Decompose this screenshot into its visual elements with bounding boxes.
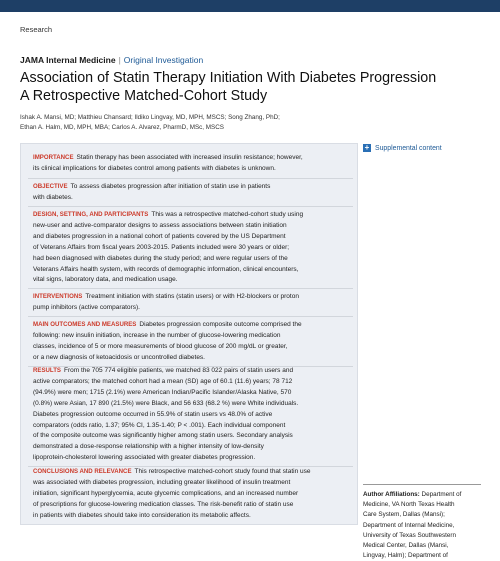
affiliations-divider (363, 484, 481, 485)
design-text: Veterans Affairs health system, with records of demographic information, clinical encounters, (33, 265, 299, 273)
authors-line: Ishak A. Mansi, MD; Matthieu Chansard; Ildiko Lingvay, MD, MPH, MSCS; Song Zhang, PhD; (20, 114, 280, 121)
abstract-importance (33, 153, 355, 175)
supplemental-content-link[interactable] (363, 144, 442, 152)
author-affiliations (363, 490, 483, 561)
results-text: Diabetes progression outcome occurred in 55.9% of statin users vs 48.0% of active (33, 410, 273, 418)
outcomes-text: following: new insulin initiation, increase in the number of glucose-lowering medication (33, 331, 281, 339)
journal-name[interactable]: JAMA Internal Medicine (20, 55, 116, 65)
author-list (20, 113, 350, 133)
design-text: had been diagnosed with diabetes during the study period; and were regular users of the (33, 254, 288, 262)
supplemental-content-label[interactable]: Supplemental content (375, 144, 442, 152)
affiliations-text: Department of (421, 491, 462, 498)
interventions-heading: INTERVENTIONS (33, 293, 83, 300)
outcomes-text: or a new diagnosis of ketoacidosis or uncontrolled diabetes. (33, 353, 205, 361)
results-heading: RESULTS (33, 367, 61, 374)
abstract-objective (33, 182, 355, 204)
abstract-conclusions (33, 467, 355, 522)
design-text: and diabetes progression in a national cohort of patients covered by the US Department (33, 232, 286, 240)
design-text: new-user and active-comparator designs to assess associations between statin initiation (33, 221, 287, 229)
section-label: Research (20, 25, 53, 34)
importance-heading: IMPORTANCE (33, 154, 74, 161)
conclusions-heading: CONCLUSIONS AND RELEVANCE (33, 468, 132, 475)
affiliations-text: University of Texas Southwestern (363, 531, 456, 539)
results-text: active comparators; the matched cohort had a mean (SD) age of 60.1 (11.6) years; 78 712 (33, 377, 293, 385)
design-heading: DESIGN, SETTING, AND PARTICIPANTS (33, 211, 149, 218)
title-subtitle: A Retrospective Matched-Cohort Study (20, 88, 268, 104)
interventions-text: Treatment initiation with statins (statin users) or with H2-blockers or proton (85, 293, 299, 300)
outcomes-text: Diabetes progression composite outcome comprised the (139, 321, 302, 328)
affiliations-text: Medical Center, Dallas (Mansi, (363, 542, 449, 550)
design-text: vital signs, laboratory data, and medication usage. (33, 276, 178, 284)
affiliations-text: Department of Internal Medicine, (363, 521, 455, 529)
conclusions-text: of prescriptions for glucose-lowering medication classes. The risk-benefit ratio of statin use (33, 500, 294, 508)
importance-text: Statin therapy has been associated with increased insulin resistance; however, (76, 154, 303, 161)
title-main: Association of Statin Therapy Initiation With Diabetes Progression (20, 70, 437, 86)
abstract-interventions (33, 292, 355, 314)
journal-separator: | (118, 55, 121, 65)
abstract-divider (28, 288, 353, 289)
authors-line: Ethan A. Halm, MD, MPH, MBA; Carlos A. Alvarez, PharmD, MSc, MSCS (20, 124, 224, 131)
results-text: (94.9%) were men; 1715 (2.1%) were American Indian/Pacific Islander/Alaska Native, 570 (33, 388, 292, 396)
results-text: of the composite outcome was significantly higher among statin users. Secondary analysis (33, 432, 293, 440)
plus-icon: + (364, 143, 370, 152)
affiliations-text: Medicine, VA North Texas Health (363, 501, 455, 509)
affiliations-text: Care System, Dallas (Mansi); (363, 511, 445, 519)
results-text: lipoprotein-cholesterol lowering associated with greater diabetes progression. (33, 454, 256, 462)
abstract-results (33, 366, 355, 464)
article-title (20, 69, 490, 105)
top-bar (0, 0, 500, 12)
objective-text: To assess diabetes progression after initiation of statin use in patients (70, 183, 271, 190)
article-type: Original Investigation (123, 55, 204, 65)
abstract-divider (28, 178, 353, 179)
results-text: comparators (odds ratio, 1.37; 95% CI, 1.35-1.40; P < .001). Each individual component (33, 421, 286, 429)
affiliations-label: Author Affiliations: (363, 491, 420, 498)
conclusions-text: initiation, significant hyperglycemia, acute glycemic complications, and an increased number (33, 489, 299, 497)
results-text: demonstrated a dose-response relationship with a higher intensity of low-density (33, 443, 264, 451)
conclusions-text: in patients with diabetes should take into consideration its metabolic affects. (33, 511, 251, 519)
abstract-outcomes (33, 320, 355, 364)
journal-line (20, 55, 203, 65)
conclusions-text: This retrospective matched-cohort study found that statin use (134, 468, 311, 475)
design-text: This was a retrospective matched-cohort study using (151, 211, 304, 218)
outcomes-heading: MAIN OUTCOMES AND MEASURES (33, 321, 137, 328)
interventions-text: pump inhibitors (active comparators). (33, 303, 140, 311)
results-text: (0.8%) were Asian, 17 890 (21.5%) were Black, and 56 633 (68.2 %) were White individuals. (33, 399, 299, 407)
affiliations-text: Lingvay, Halm); Department of (363, 552, 448, 560)
objective-text: with diabetes. (33, 193, 73, 201)
conclusions-text: was associated with diabetes progression, including greater likelihood of insulin treatment (33, 478, 291, 486)
outcomes-text: classes, incidence of 5 or more measurements of blood glucose of 200 mg/dL or greater, (33, 342, 288, 350)
abstract-divider (28, 206, 353, 207)
abstract-divider (28, 316, 353, 317)
objective-heading: OBJECTIVE (33, 183, 68, 190)
design-text: of Veterans Affairs from fiscal years 2003-2015. Patients included were 30 years or older; (33, 243, 290, 251)
importance-text: its clinical implications for diabetes control among patients with diabetes is unknown. (33, 164, 276, 172)
results-text: From the 705 774 eligible patients, we matched 83 022 pairs of statin users and (64, 367, 294, 374)
abstract-design (33, 210, 355, 286)
